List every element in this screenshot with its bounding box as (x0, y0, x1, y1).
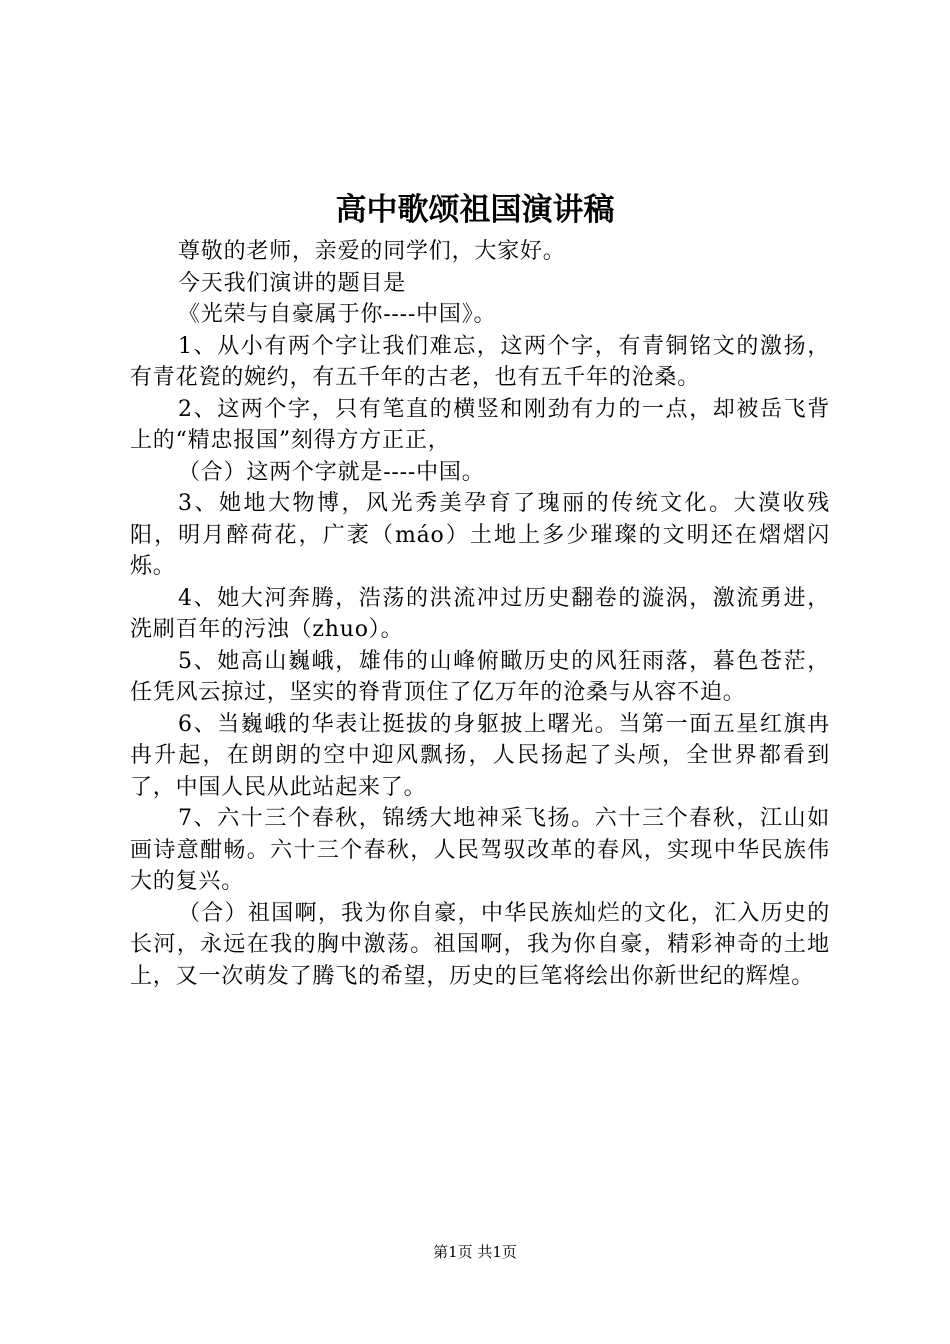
document-body (130, 236, 830, 992)
paragraph-5: 5、她高山巍峨，雄伟的山峰俯瞰历史的风狂雨落，暮色苍茫，任凭风云掠过，坚实的脊背顶住了亿万年的沧桑与从容不迫。 (130, 648, 830, 705)
paragraph-topic-title: 《光荣与自豪属于你----中国》。 (178, 302, 497, 327)
paragraph-topic-intro: 今天我们演讲的题目是 (178, 270, 407, 296)
document-title: 高中歌颂祖国演讲稿 (335, 192, 615, 228)
paragraph-greeting: 尊敬的老师，亲爱的同学们，大家好。 (178, 239, 566, 264)
paragraph-4: 4、她大河奔腾，浩荡的洪流冲过历史翻卷的漩涡，激流勇进，洗刷百年的污浊（zhuo）。 (130, 585, 830, 642)
paragraph-2: 2、这两个字，只有笔直的横竖和刚劲有力的一点，却被岳飞背上的“精忠报国”刻得方方正正， (130, 396, 830, 453)
paragraph-chorus-2: （合）祖国啊，我为你自豪，中华民族灿烂的文化，汇入历史的长河，永远在我的胸中激荡。祖国啊，我为你自豪，精彩神奇的土地上，又一次萌发了腾飞的希望，历史的巨笔将绘出你新世纪的辉煌。 (130, 900, 830, 989)
paragraph-6: 6、当巍峨的华表让挺拔的身躯披上曙光。当第一面五星红旗冉冉升起，在朗朗的空中迎风飘扬，人民扬起了头颅，全世界都看到了，中国人民从此站起来了。 (130, 711, 830, 800)
paragraph-7: 7、六十三个春秋，锦绣大地神采飞扬。六十三个春秋，江山如画诗意酣畅。六十三个春秋，人民驾驭改革的春风，实现中华民族伟大的复兴。 (130, 806, 830, 894)
page-number-footer: 第1页 共1页 (433, 1243, 517, 1261)
paragraph-chorus-1: （合）这两个字就是----中国。 (178, 459, 485, 485)
paragraph-3: 3、她地大物博，风光秀美孕育了瑰丽的传统文化。大漠收残阳，明月醉荷花，广袤（máo）土地上多少璀璨的文明还在熠熠闪烁。 (130, 491, 830, 579)
paragraph-1: 1、从小有两个字让我们难忘，这两个字，有青铜铭文的激扬，有青花瓷的婉约，有五千年的古老，也有五千年的沧桑。 (130, 333, 830, 390)
